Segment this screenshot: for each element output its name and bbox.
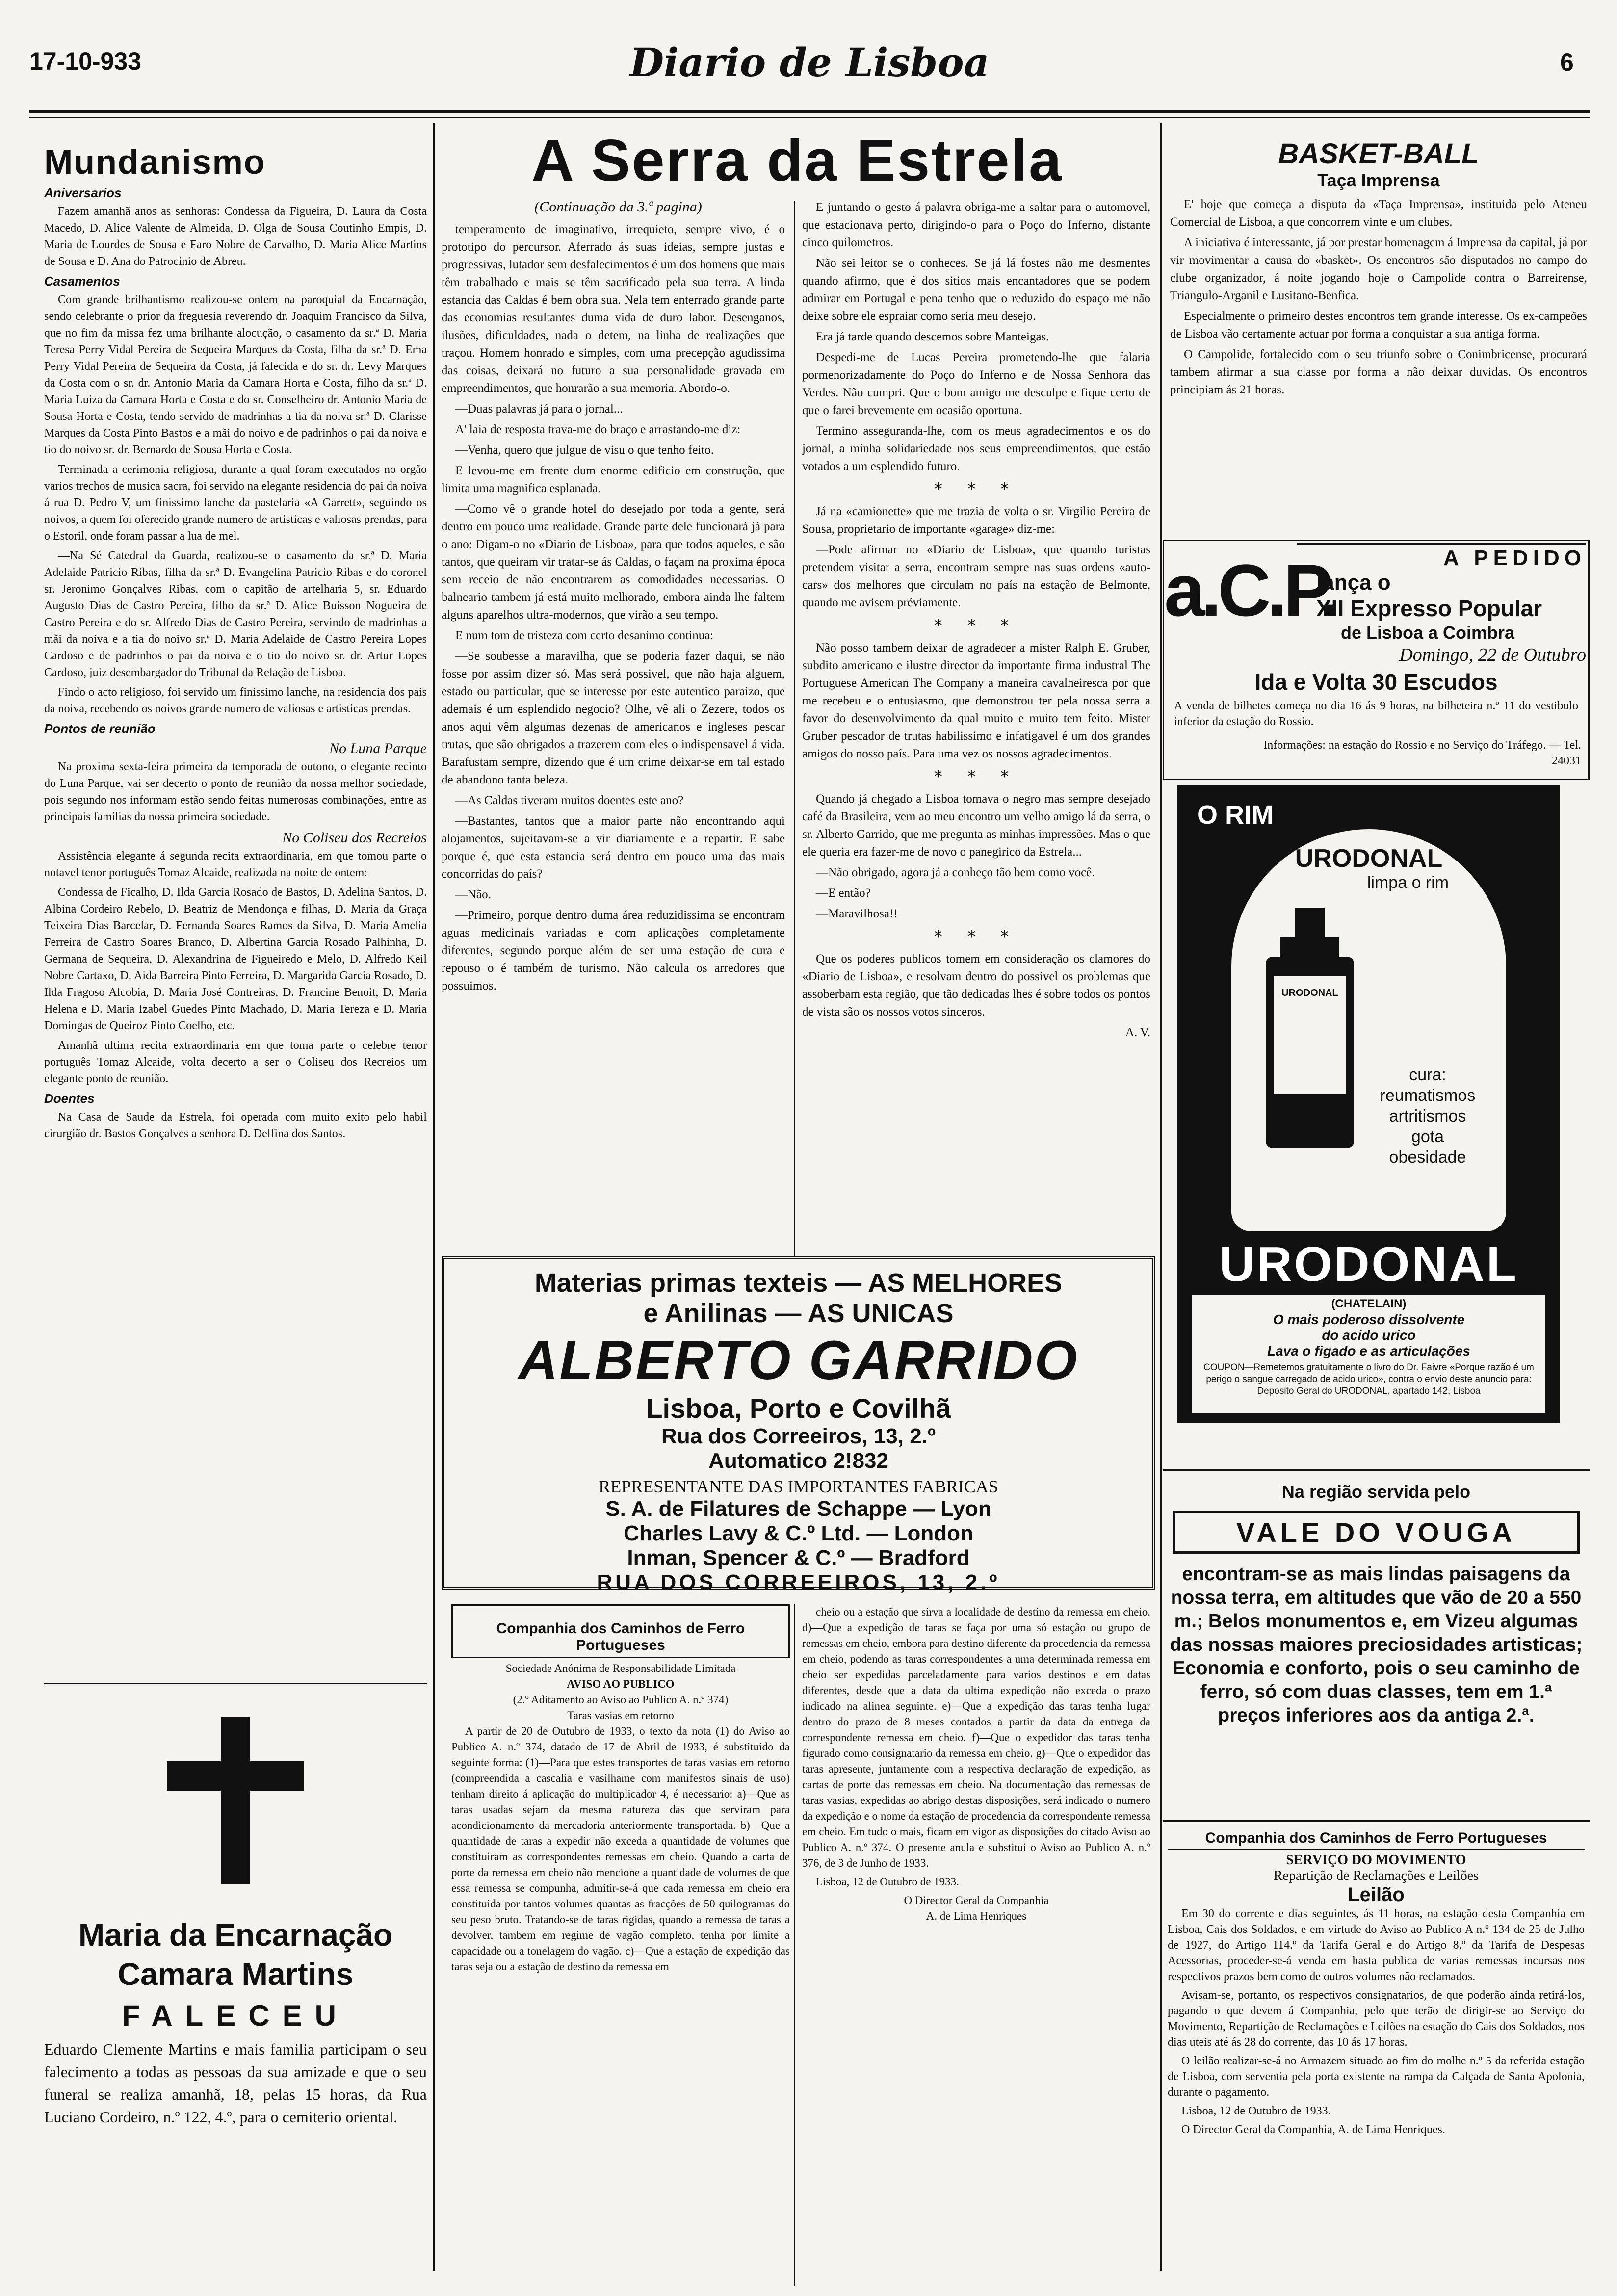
faleceu-heading: FALECEU <box>122 1999 349 2032</box>
paragraph: E juntando o gesto á palavra obriga-me a saltar para o automovel, que estacionava perto, dirigindo-o para o Poço do Inferno, distante cinco quilometros. <box>802 201 1150 249</box>
urodonal-desc-2: do acido urico <box>1322 1328 1416 1343</box>
paragraph: —Pode afirmar no «Diario de Lisboa», que quando turistas pretendem visitar a serra, encontram sempre nas suas ordens «auto-cars» dos melhores que circulam no país na estação de Belmonte, quando me avisem préviamente. <box>802 543 1150 609</box>
column-divider <box>794 201 795 1256</box>
acp-sale-info: A venda de bilhetes começa no dia 16 ás 9 horas, na bilheteira n.º 11 do vestibulo inferior da estação do Rossio. <box>1174 700 1578 728</box>
paragraph: Não posso tambem deixar de agradecer a mister Ralph E. Gruber, subdito americano e ilustre director da importante firma industral The Portuguese American The Company a maneira cavalheiresca por que me recebeu e o entusiasmo, que demonstrou ter pela nossa serra a favor do desenvolvimento da qual muito e muito tem feito. Mister Gruber pescador de trutas habilissimo e infatigavel é um dos grandes amigos do nosso país. Para uma vez os nossos agradecimentos. <box>802 641 1150 760</box>
urodonal-indication: gota <box>1411 1127 1444 1146</box>
paragraph: Amanhã ultima recita extraordinaria em que toma parte o celebre tenor português Tomaz Alcaide, volta decerto a ser o Coliseu dos Recreios um elegante ponto de reunião. <box>44 1039 427 1085</box>
leilao-body <box>1168 1906 1585 2138</box>
paragraph: E num tom de tristeza com certo desanimo continua: <box>455 629 714 642</box>
urodonal-rim: O RIM <box>1197 800 1274 830</box>
acp-pedido: A PEDIDO <box>1297 543 1586 571</box>
garrido-factory-1: S. A. de Filatures de Schappe — Lyon <box>605 1497 991 1521</box>
garrido-phone: Automatico 2!832 <box>708 1449 888 1473</box>
paragraph: Não sei leitor se o conheces. Se já lá fostes não me desmentes quando afirmo, que é dos sitios mais encantadores que se podem admirar em Portugal e pena tenho que o reduzido do espaço me não deixe sobre ele espraiar como seria meu desejo. <box>802 257 1150 323</box>
bottle-icon <box>1256 908 1364 1153</box>
railway-sign-1: O Director Geral da Companhia <box>904 1894 1049 1906</box>
luna-heading: No Luna Parque <box>329 740 427 757</box>
paragraph: —Na Sé Catedral da Guarda, realizou-se o casamento da sr.ª D. Maria Adelaide Patricio Ribas, filha da sr.ª D. Evangelina Patricio Ribas e do coronel sr. Jeronimo Gonçalves Ribas, com o capitão de artelharia 5, sr. Eduardo Augusto Dias de Castro Pereira, filho da sr.ª D. Alice Buisson Nogueira de Castro Pereira e do sr. Alfredo Dias de Castro Pereira, servindo de madrinhas a mãi da noiva e a tia do noivo sr.ª D. Maria Adelaide de Castro Pereira Lopes Cardoso e de padrinhos o pai da noiva e o tio do noivo sr. dr. Artur Lopes Cardoso, juiz desembargador do Tribunal da Relação de Lisboa. <box>44 549 427 679</box>
issue-date: 17-10-933 <box>29 48 141 75</box>
paragraph: —Não obrigado, agora já a conheço tão bem como você. <box>816 866 1095 879</box>
garrido-line-2: e Anilinas — AS UNICAS <box>643 1299 954 1328</box>
acp-date: Domingo, 22 de Outubro <box>1399 645 1586 665</box>
paragraph: Era já tarde quando descemos sobre Manteigas. <box>816 330 1049 343</box>
garrido-cities: Lisboa, Porto e Covilhã <box>646 1393 951 1424</box>
paragraph: —Venha, quero que julgue de visu o que tenho feito. <box>455 444 714 457</box>
column-divider <box>794 1604 795 2286</box>
urodonal-chatelain: (CHATELAIN) <box>1331 1297 1407 1310</box>
paragraph: —E então? <box>816 887 871 900</box>
article-signature: A. V. <box>1125 1026 1150 1039</box>
urodonal-indication: obesidade <box>1389 1148 1466 1167</box>
paragraph: Lisboa, 12 de Outubro de 1933. <box>816 1876 959 1888</box>
garrido-address: Rua dos Correeiros, 13, 2.º <box>661 1424 936 1448</box>
urodonal-cura: cura: <box>1409 1066 1446 1084</box>
railway-notice-col-1 <box>451 1661 790 1978</box>
paragraph: —Duas palavras já para o jornal... <box>455 402 623 416</box>
paragraph: Já na «camionette» que me trazia de volta o sr. Virgilio Pereira de Sousa, proprietario de importante «garage» diz-me: <box>802 505 1150 536</box>
paragraph: Especialmente o primeiro destes encontros tem grande interesse. Os ex-campeões de Lisboa vão certamente actuar por forma a conquistar a sua antiga forma. <box>1170 310 1587 340</box>
railway-sub-1: Sociedade Anónima de Responsabilidade Limitada <box>505 1662 736 1674</box>
vouga-name: VALE DO VOUGA <box>1173 1511 1580 1554</box>
paragraph: Na proxima sexta-feira primeira da temporada de outono, o elegante recinto do Luna Parque, vai ser decerto o ponto de reunião da nossa melhor sociedade, pois segundo nos informam estão sendo feitas numerosas combinações, entre as principais familias da nossa primeira sociedade. <box>44 760 427 823</box>
railway-sub-4: Taras vasias em retorno <box>567 1709 674 1722</box>
coliseu-heading: No Coliseu dos Recreios <box>282 830 427 846</box>
leilao-company: Companhia dos Caminhos de Ferro Portugueses <box>1168 1830 1585 1850</box>
paragraph: Condessa de Ficalho, D. Ilda Garcia Rosado de Bastos, D. Adelina Santos, D. Albina Cordeiro Rebelo, D. Beatriz de Mendonça e filhas, D. Maria da Graça Teixeira Dias Barcelar, D. Fernanda Soares Ramos da Silva, D. Maria Amelia Ferreira de Castro Soares Branco, D. Albertina Garcia Rosado Palhinha, D. Germana de Sequeira, D. Alexandrina de Figueiredo e Melo, D. Alfredo Keil Nobre Cartaxo, D. Aida Barreira Pinto Ferreira, D. Margarida Garcia Rosado, D. Ilda Fragoso Alcobia, D. Maria José Contreiras, D. Francine Benoit, D. Maria Helena e D. Maria Izabel Guedes Pinto Machado, D. Maria Tereza e D. Maria Domingas de Queiroz Pinto Coelho, etc. <box>44 886 427 1032</box>
garrido-ad <box>442 1256 1155 1594</box>
obituary-notice <box>44 1707 427 2128</box>
garrido-line-1: Materias primas texteis — AS MELHORES <box>534 1268 1063 1298</box>
paragraph: Assistência elegante á segunda recita extraordinaria, em que tomou parte o notavel tenor português Tomaz Alcaide, realizada na noite de ontem: <box>44 850 427 879</box>
paragraph: E' hoje que começa a disputa da «Taça Imprensa», instituida pelo Ateneu Comercial de Lisboa, a que concorrem vinte e um clubes. <box>1170 198 1587 229</box>
paragraph: E levou-me em frente dum enorme edificio em construção, que limita uma magnifica esplanada. <box>442 464 785 495</box>
acp-ad <box>1163 540 1590 780</box>
railway-sub-2: AVISO AO PUBLICO <box>567 1678 675 1690</box>
basketball-title: BASKET-BALL <box>1278 138 1479 170</box>
garrido-factory-3: Inman, Spencer & C.º — Bradford <box>627 1546 970 1570</box>
paragraph: O Director Geral da Companhia, A. de Lima Henriques. <box>1181 2123 1445 2136</box>
vouga-ad <box>1168 1482 1585 1727</box>
mundanismo-title: Mundanismo <box>44 143 266 181</box>
reuniao-heading: Pontos de reunião <box>44 721 156 736</box>
section-separator: * * * <box>934 767 1019 786</box>
acp-lanca: lança o <box>1316 571 1391 595</box>
cross-icon <box>44 1707 427 1894</box>
paragraph: Que os poderes publicos tomem em consideração os clamores do «Diario de Lisboa», e resolvam dentro do possivel os problemas que assoberbam esta região, que tão dedicadas lhes é sobre todos os pontos de vista são os nossos votos sinceros. <box>802 952 1150 1018</box>
urodonal-desc-1: O mais poderoso dissolvente <box>1273 1312 1465 1327</box>
serra-column-1 <box>442 221 785 998</box>
acp-logo: a.C.P. <box>1164 549 1336 631</box>
paragraph: —Primeiro, porque dentro duma área reduzidissima se encontram aguas medicinais variadas e com aplicações completamente diferentes, segundo porque além de ser uma estação de cura e repouso o é também de turismo. Não calcula os arredores que possuimos. <box>442 909 785 992</box>
railway-sign-2: A. de Lima Henriques <box>926 1910 1027 1922</box>
column-divider <box>1160 123 1162 2271</box>
urodonal-limpa: limpa o rim <box>1367 873 1449 892</box>
paragraph: Terminada a cerimonia religiosa, durante a qual foram executados no orgão varios trechos de musica sacra, foi servido na elegante residencia do pai da noiva á rua D. Pedro V, um finissimo lanche da pastelaria «A Garrett», seguindo os noivos, a quem foi oferecido grande numero de artisticas e valiosas prendas, para o Estoril, onde foram passar a lua de mel. <box>44 463 427 543</box>
urodonal-desc-3: Lava o figado e as articulações <box>1267 1343 1470 1358</box>
paragraph: Termino asseguranda-lhe, com os meus agradecimentos e os do jornal, a minha solidariedade nos seus empreendimentos, que estão votados a um esplendido futuro. <box>802 424 1150 473</box>
railway-company: Companhia dos Caminhos de Ferro Portugueses <box>496 1620 745 1653</box>
doentes-heading: Doentes <box>44 1091 95 1106</box>
paragraph: A iniciativa é interessante, já por prestar homenagem á Imprensa da capital, já por vir movimentar a causa do «basket». Os encontros são disputados no campo do clube organizador, á noite jogando hoje o Campolide contra o Barreirense, Triangulo-Arganil e Lusitano-Benfica. <box>1170 236 1587 302</box>
garrido-factory-2: Charles Lavy & C.º Ltd. — London <box>624 1521 973 1545</box>
masthead-rule-thin <box>29 117 1590 118</box>
paragraph: —Bastantes, tantos que a maior parte não encontrando aqui alojamentos, sujeitavam-se a vir diariamente e a repartir. E sabe porque é, que esta estancia será dentro em pouco uma das mais concorridas do país? <box>442 814 785 881</box>
paragraph: Quando já chegado a Lisboa tomava o negro mas sempre desejado café da Brasileira, vem ao meu encontro um velho amigo lá da serra, o sr. Alberto Garrido, que me pregunta as minhas impressões. Mas o que ele queria era fazer-me de novo o panegirico da Estrela... <box>802 792 1150 859</box>
paragraph: —Como vê o grande hotel do desejado por toda a gente, será dentro em pouco uma realidade. Grande parte dele funcionará já para o ano: Digam-o no «Diario de Lisboa», para que todos aqueles, e são tantos, que queiram vir tratar-se ás Caldas, o façam na proxima época sem receio de não encontrarem as comodidades necessarias. O balneario tambem já está muito melhorado, embora ainda lhe faltem alguns aparelhos ultra-modernos, que virão a seu tempo. <box>442 502 785 622</box>
paragraph: A partir de 20 de Outubro de 1933, o texto da nota (1) do Aviso ao Publico A. n.º 374, datado de 17 de Abril de 1933, é substituido da seguinte forma: (1)—Para que estes transportes de taras vasias em retorno (compreendida a cascalia e vasilhame com manifestos sinais de uso) tenham direito á aplicação do multiplicador 4, é necessario: a)—Que as taras usadas sejam da mesma natureza das que serviram para acondicionamento da mercadoria anteriormente transportada. b)—Que a quantidade de taras a expedir não exceda a quantidade de volumes que constituiram as correspondentes remessas em cheio. Quando a carta de porte da remessa em cheio não mencione a quantidade de volumes de que essa remessa se compunha, admitir-se-á que cada remessa em cheio era constituida por tantos volumes quantas as fracções de 50 quilogramas do seu peso bruto. Tratando-se de taras rigidas, quando a remessa de taras a devolver, tambem em regime de vagão completo, tenha por limite a capacidade ou a tonelagem do vagão. c)—Que a estação de expedição das taras seja ou a estação de destino da remessa em <box>451 1725 790 1973</box>
basketball-section <box>1170 137 1587 402</box>
mundanismo-body <box>44 184 427 1142</box>
leilao-dept: Repartição de Reclamações e Leilões <box>1273 1868 1479 1883</box>
leilao-title: Leilão <box>1348 1884 1405 1905</box>
paragraph: Avisam-se, portanto, os respectivos consignatarios, de que poderão ainda retirá-los, pagando o que devem á Companhia, pelo que terão de dirigir-se ao Serviço do Movimento, Repartição de Reclamações e Leilões na estação do Cais dos Soldados, nos dias uteis até ás 28 do corrente, das 10 ás 17 horas. <box>1168 1989 1585 2049</box>
vouga-text: encontram-se as mais lindas paisagens da nossa terra, em altitudes que vão de 20 a 550 m.; Belos monumentos e, em Vizeu algumas das nossas maiores preciosidades artisticas; Economia e conforto, pois o seu caminho de ferro, só com duas classes, tem em 1.ª preços inferiores aos da antiga 2.ª. <box>1170 1564 1583 1726</box>
paragraph: cheio ou a estação que sirva a localidade de destino da remessa em cheio. d)—Que a expedição de taras se faça por uma só estação ou grupo de remessas em cheio, embora para destino diferente da procedencia da remessa em cheio, podendo as taras correspondentes a uma determinada remessa em cheio ser expedidas parceladamente para varios destinos e em datas diferentes, desde que a data da ultima expedição não exceda o prazo indicado na alinea seguinte. e)—Que a expedição das taras tenha lugar dentro do prazo de 8 meses contados a partir da data da entrega da correspondente remessa em cheio. f)—Que o expedidor das taras tenha figurado como consignatario da remessa em cheio. g)—Que o expedidor das taras apresente, juntamente com a respectiva declaração de expedição, as cartas de porte das remessas em cheio. Na documentação das remessas de taras vasias, expedidas ao abrigo destas disposições, será indicado o numero da expedição e o nome da estação de procedencia da correspondente remessa em cheio. Em tudo o mais, ficam em vigor as disposições do citado Aviso ao Publico A. n.º 374. O presente anula e substitui o Aviso ao Publico A. n.º 376, de 3 de Junho de 1933. <box>802 1606 1150 1869</box>
urodonal-indication: reumatismos <box>1380 1086 1476 1105</box>
urodonal-indication: artritismos <box>1389 1107 1466 1125</box>
railway-sub-3: (2.º Aditamento ao Aviso ao Publico A. n.º 374) <box>513 1694 729 1706</box>
bottle-label: URODONAL <box>1281 988 1338 998</box>
page-number: 6 <box>1560 49 1574 76</box>
acp-contact-info: Informações: na estação do Rossio e no Serviço do Tráfego. — Tel. 24031 <box>1263 739 1581 767</box>
aniversarios-text: Fazem amanhã anos as senhoras: Condessa da Figueira, D. Laura da Costa Macedo, D. Alice Valente de Almeida, D. Olga de Sousa Coutinho Empis, D. Maria de Lourdes de Sousa e Faro Nobre de Carvalho, D. Maria Alice Martins de Sousa e D. Ana do Patrocinio de Abreu. <box>44 205 427 268</box>
obituary-rule <box>44 1683 427 1684</box>
paragraph: Findo o acto religioso, foi servido um finissimo lanche, na residencia dos pais da noiva, recebendo os noivos grande numero de valiosas e artisticas prendas. <box>44 686 427 715</box>
urodonal-indications <box>1369 1065 1487 1168</box>
obituary-text: Eduardo Clemente Martins e mais familia participam o seu falecimento a todas as pessoas da sua amizade e que o seu funeral se realiza amanhã, 18, pelas 15 horas, da Rua Luciano Cordeiro, n.º 122, 4.º, para o cemiterio oriental. <box>44 2040 427 2126</box>
column-divider <box>433 123 435 2271</box>
serra-title: A Serra da Estrela <box>531 128 1063 193</box>
section-separator: * * * <box>934 616 1019 635</box>
vouga-rule-bottom <box>1163 1820 1590 1822</box>
acp-expresso: XII Expresso Popular <box>1316 596 1542 621</box>
garrido-address-2: RUA DOS CORREEIROS, 13, 2.º <box>597 1570 1000 1594</box>
acp-price: Ida e Volta 30 Escudos <box>1254 669 1498 695</box>
paragraph: Despedi-me de Lucas Pereira prometendo-lhe que falaria pormenorizadamente do Poço do Inferno e de Nossa Senhora das Verdes. Não cumpri. Que o bom amigo me desculpe e fique certo de que o farei brevemente em ocasião oportuna. <box>802 351 1150 417</box>
serra-column-2 <box>802 199 1150 1042</box>
urodonal-brand: URODONAL <box>1295 844 1443 873</box>
paragraph: temperamento de imaginativo, irrequieto, sempre vivo, é o prototipo do percursor. Aferrado ás suas ideias, sempre justas e progressivas, lutador sem desfalecimentos é um dos homens que mais têm trabalhado e mais se têm sacrificado pela sua terra. A linda estancia das Caldas é bem obra sua. Nela tem enterrado grande parte das economias resultantes duma vida de duro labor. Desenganos, ilusões, dificuldades, nada o detem, na linha de realizações que traçou. Homem honrado e simples, com uma precepção agudissima das coisas, deixará no futuro a sua personalidade gravada em empreendimentos, que honrarão a sua memoria. Abordo-o. <box>442 223 785 395</box>
garrido-name: ALBERTO GARRIDO <box>518 1330 1079 1391</box>
garrido-rep: REPRESENTANTE DAS IMPORTANTES FABRICAS <box>599 1477 998 1496</box>
urodonal-coupon[interactable]: COUPON—Remetemos gratuitamente o livro do Dr. Faivre «Porque razão é um perigo o sangue carregado de acido urico», contra o envio deste anuncio para: Deposito Geral do URODONAL, apartado 142, Lisboa <box>1203 1362 1534 1396</box>
paragraph: O leilão realizar-se-á no Armazem situado ao fim do molhe n.º 5 da referida estação de Lisboa, com serventia pela porta existente na rampa da Calçada de Santa Apolonia, durante o pagamento. <box>1168 2055 1585 2099</box>
leilao-service: SERVIÇO DO MOVIMENTO <box>1286 1852 1466 1868</box>
serra-subtitle: (Continuação da 3.ª pagina) <box>534 199 702 215</box>
basketball-subtitle: Taça Imprensa <box>1317 170 1440 190</box>
acp-destino: de Lisboa a Coimbra <box>1341 623 1515 643</box>
vouga-region: Na região servida pelo <box>1281 1482 1471 1502</box>
masthead-rule <box>29 110 1590 113</box>
aniversarios-heading: Aniversarios <box>44 185 122 200</box>
paragraph: A' laia de resposta trava-me do braço e arrastando-me diz: <box>455 423 741 436</box>
deceased-name-2: Camara Martins <box>117 1957 354 1992</box>
paragraph: Na Casa de Saude da Estrela, foi operada com muito exito pelo habil cirurgião dr. Bastos Gonçalves a senhora D. Delfina dos Santos. <box>44 1111 427 1140</box>
section-separator: * * * <box>934 927 1019 946</box>
paragraph: Lisboa, 12 de Outubro de 1933. <box>1181 2105 1331 2117</box>
railway-notice-header <box>451 1604 790 1658</box>
deceased-name: Maria da Encarnação <box>78 1917 393 1953</box>
mundanismo-section <box>44 142 427 1145</box>
paragraph: Com grande brilhantismo realizou-se ontem na paroquial da Encarnação, sendo celebrante o prior da freguesia reverendo dr. Joaquim Francisco da Silva, que no fim da missa fez uma brilhante alocução, o casamento da sr.ª D. Maria Teresa Perry Vidal Pereira de Sequeira Marques da Costa, filha da sr.ª D. Ema Perry Vidal Pereira de Sequeira da Costa, já falecida e do sr. dr. Levy Marques da Costa com o sr. dr. Antonio Maria da Camara Horta e Costa, filho da sr.ª D. Maria Luiza da Camara Horta e Costa e do sr. Conselheiro dr. Antonio Maria de Sousa Horta e Costa, tendo servido de madrinhas a tia da noiva sr.ª D. Clarisse Marques da Costa Pinto Bastos e a mãi do noivo e de padrinhos o pai da noiva e tio do noivo sr. dr. Bernardo de Sousa Horta e Costa. <box>44 293 427 456</box>
newspaper-title: Diario de Lisboa <box>629 39 990 85</box>
vouga-rule-top <box>1163 1469 1590 1471</box>
section-separator: * * * <box>934 479 1019 499</box>
paragraph: O Campolide, fortalecido com o seu triunfo sobre o Conimbricense, procurará tambem afirmar a sua classe por forma a não deixar duvidas. Os encontros principiam ás 21 horas. <box>1170 348 1587 396</box>
urodonal-big-brand: URODONAL <box>1219 1237 1518 1292</box>
paragraph: Em 30 do corrente e dias seguintes, ás 11 horas, na estação desta Companhia em Lisboa, Cais dos Soldados, e em virtude do Aviso ao Publico A n.º 134 de 25 de Julho de 1927, do Artigo 114.º da Tarifa Geral e do Artigo 8.º da Tarifa de Despesas Acessorias, proceder-se-á venda em hasta publica de varias remessas incursas nos respectivos prazos bem como de outros volumes não reclamados. <box>1168 1907 1585 1983</box>
leilao-notice <box>1168 1830 1585 2140</box>
urodonal-ad <box>1177 785 1560 1423</box>
paragraph: —Maravilhosa!! <box>816 907 898 920</box>
paragraph: —Não. <box>455 888 491 901</box>
casamentos-heading: Casamentos <box>44 274 120 288</box>
railway-notice-col-2 <box>802 1604 1150 1924</box>
basketball-body <box>1170 196 1587 399</box>
paragraph: —As Caldas tiveram muitos doentes este ano? <box>455 794 684 807</box>
paragraph: —Se soubesse a maravilha, que se poderia fazer daqui, se não fosse por assim dizer só. Mas será possivel, que não haja alguem, estado ou particular, que se interesse por este autentico paraizo, que ademais é um esplendido negocio? Olhe, vê ali o Zezere, todos os anos aqui vêm algumas dezenas de americanos e ingleses pescar trutas, que são obrigados a trazerem com eles o indispensavel á vida. Barafustam sempre, dizendo que é um crime deixar-se em tal estado de abandono tanta beleza. <box>442 650 785 786</box>
